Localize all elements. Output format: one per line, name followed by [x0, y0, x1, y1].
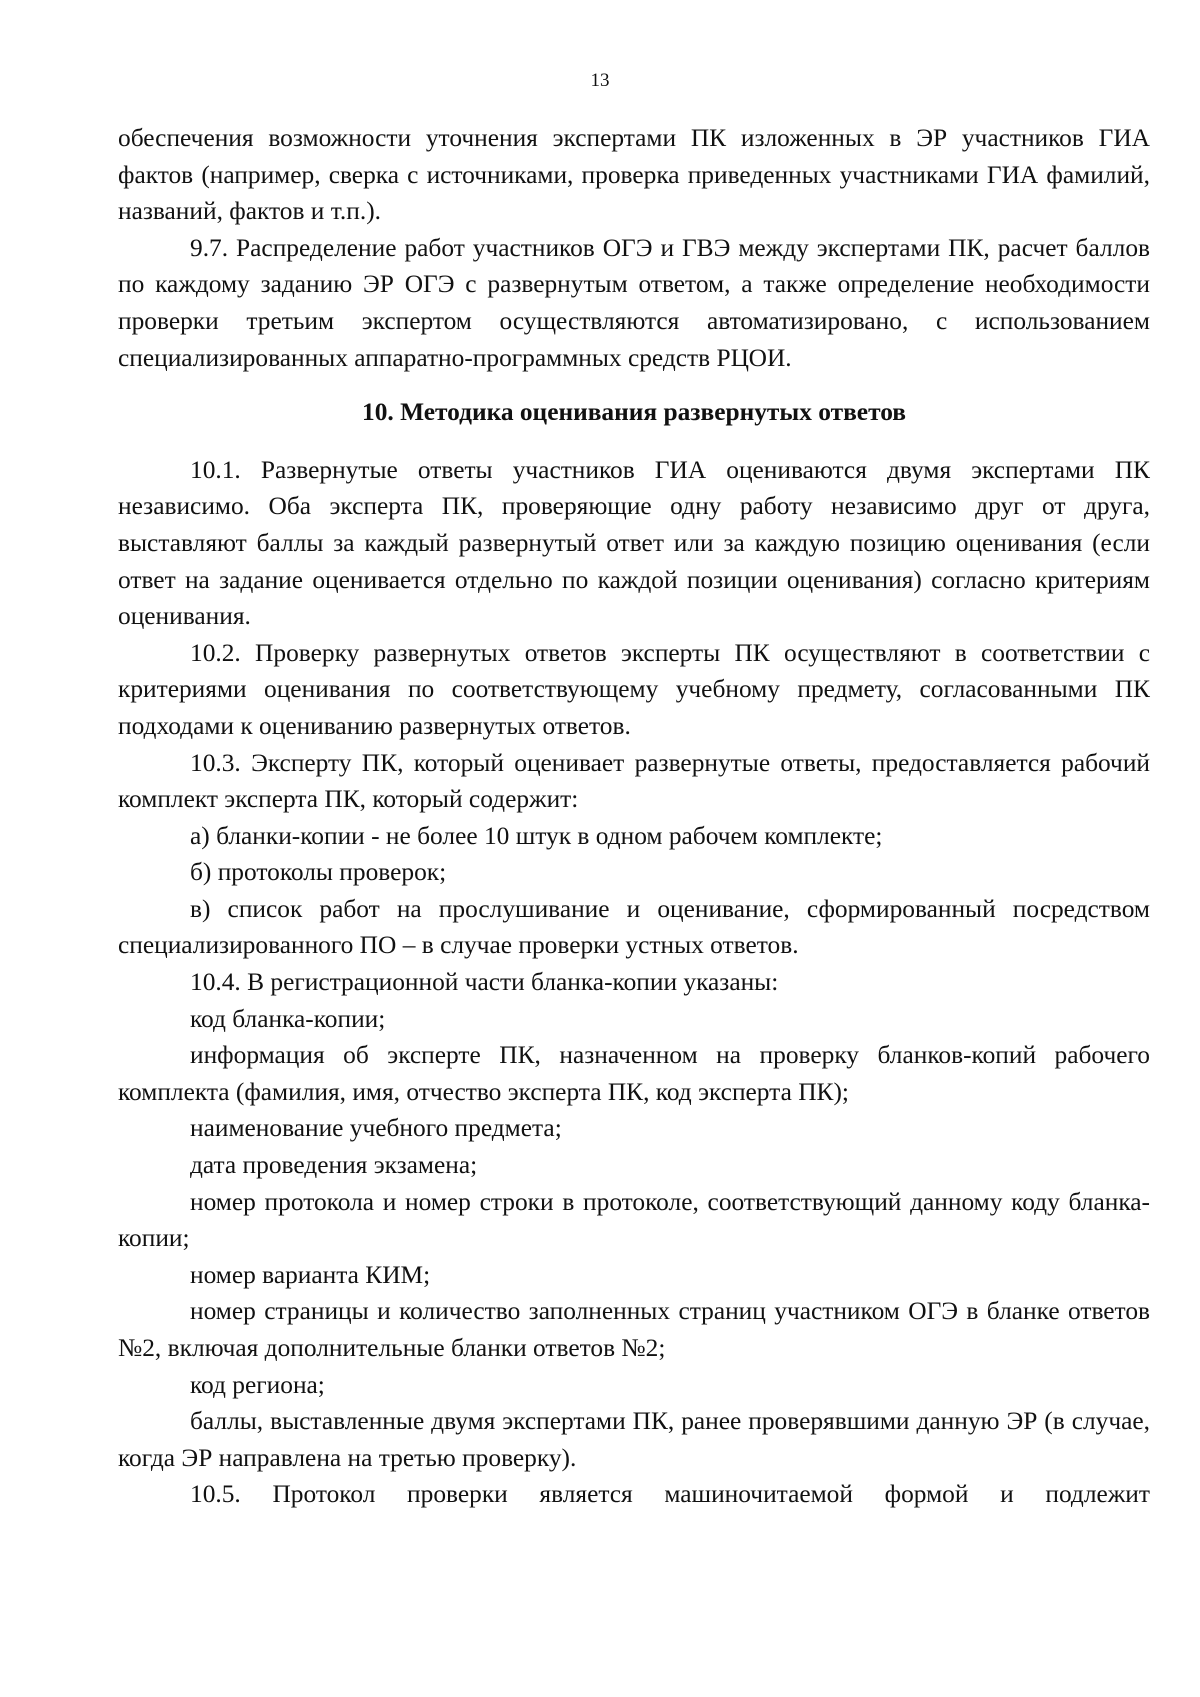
list-item: б) протоколы проверок;: [190, 858, 447, 887]
paragraph: 10.2. Проверку развернутых ответов эксперты ПК осуществляют в соответствии с критериями оценивания по соответствующему учебному предмету, согласованными ПК подходами к оцениванию развернутых ответов.: [118, 638, 1150, 740]
list-item: код региона;: [190, 1370, 325, 1399]
list-item: наименование учебного предмета;: [190, 1114, 562, 1143]
list-item: в) список работ на прослушивание и оценивание, сформированный посредством специализированного ПО – в случае проверки устных ответов.: [118, 894, 1150, 960]
paragraph: 10.5. Протокол проверки является машиночитаемой формой и подлежит: [190, 1480, 1150, 1509]
list-item: а) бланки-копии - не более 10 штук в одном рабочем комплекте;: [190, 821, 883, 850]
page-number: 13: [590, 70, 610, 91]
paragraph: обеспечения возможности уточнения экспертами ПК изложенных в ЭР участников ГИА фактов (например, сверка с источниками, проверка приведенных участниками ГИА фамилий, названий, фактов и т.п.).: [118, 124, 1150, 226]
paragraph: 10.1. Развернутые ответы участников ГИА оцениваются двумя экспертами ПК независимо. Оба эксперта ПК, проверяющие одну работу независимо друг от друга, выставляют баллы за каждый развернутый ответ или за каждую позицию оценивания (если ответ на задание оценивается отдельно по каждой позиции оценивания) согласно критериям оценивания.: [118, 455, 1150, 631]
list-item: номер протокола и номер строки в протоколе, соответствующий данному коду бланка-копии;: [118, 1187, 1150, 1253]
list-item: дата проведения экзамена;: [190, 1151, 478, 1180]
list-item: номер варианта КИМ;: [190, 1260, 431, 1289]
document-body: [118, 120, 1150, 1513]
list-item: информация об эксперте ПК, назначенном на проверку бланков-копий рабочего комплекта (фамилия, имя, отчество эксперта ПК, код эксперта ПК);: [118, 1041, 1150, 1106]
list-item: код бланка-копии;: [190, 1004, 386, 1033]
paragraph: 10.4. В регистрационной части бланка-копии указаны:: [190, 968, 779, 997]
paragraph: 10.3. Эксперту ПК, который оценивает развернутые ответы, предоставляется рабочий комплект эксперта ПК, который содержит:: [118, 748, 1150, 814]
section-heading: 10. Методика оценивания развернутых ответов: [362, 398, 906, 427]
list-item: баллы, выставленные двумя экспертами ПК, ранее проверявшими данную ЭР (в случае, когда ЭР направлена на третью проверку).: [118, 1407, 1150, 1472]
list-item: номер страницы и количество заполненных страниц участником ОГЭ в бланке ответов №2, включая дополнительные бланки ответов №2;: [118, 1297, 1150, 1362]
paragraph: 9.7. Распределение работ участников ОГЭ и ГВЭ между экспертами ПК, расчет баллов по каждому заданию ЭР ОГЭ с развернутым ответом, а также определение необходимости проверки третьим экспертом осуществляются автоматизировано, с использованием специализированных аппаратно-программных средств РЦОИ.: [118, 233, 1150, 372]
